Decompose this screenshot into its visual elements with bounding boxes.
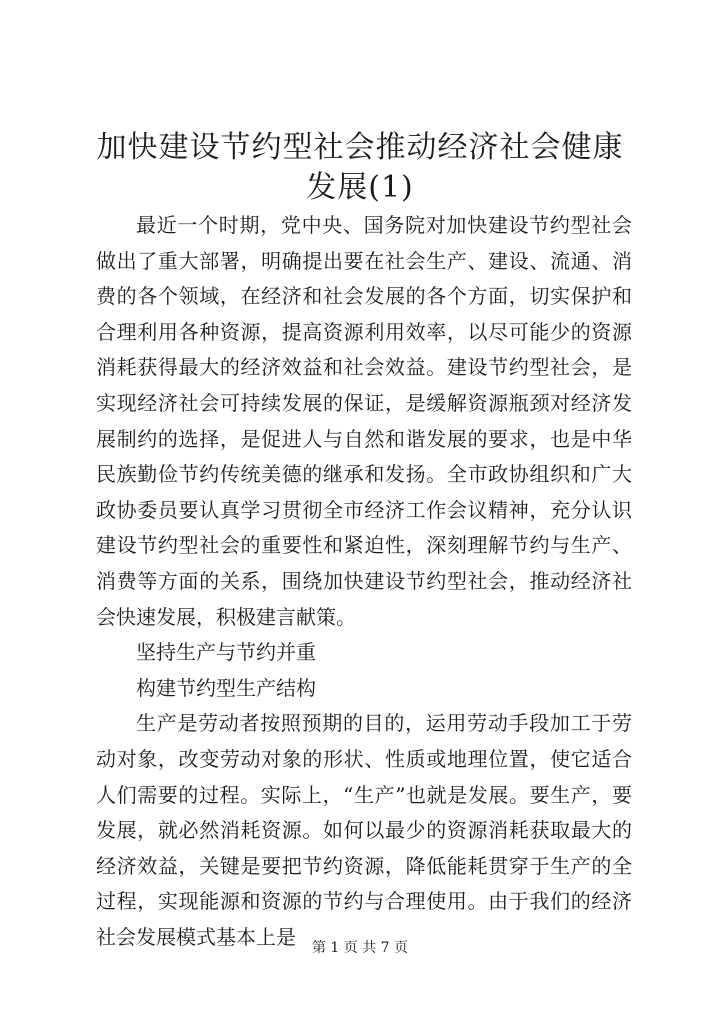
document-title: 加快建设节约型社会推动经济社会健康发展(1) bbox=[96, 130, 624, 205]
page-footer: 第 1 页 共 7 页 bbox=[311, 940, 409, 956]
section-heading-production: 坚持生产与节约并重 bbox=[136, 640, 316, 665]
paragraph-intro: 最近一个时期，党中央、国务院对加快建设节约型社会做出了重大部署，明确提出要在社会生产、建设、流通、消费的各个领域，在经济和社会发展的各个方面，切实保护和合理利用各种资源，提高资源利用效率，以尽可能少的资源消耗获得最大的经济效益和社会效益。建设节约型社会，是实现经济社会可持续发展的保证，是缓解资源瓶颈对经济发展制约的选择，是促进人与自然和谐发展的要求，也是中华民族勤俭节约传统美德的继承和发扬。全市政协组织和广大政协委员要认真学习贯彻全市经济工作会议精神，充分认识建设节约型社会的重要性和紧迫性，深刻理解节约与生产、消费等方面的关系，围绕加快建设节约型社会，推动经济社会快速发展，积极建言献策。 bbox=[96, 213, 632, 629]
section-subheading-structure: 构建节约型生产结构 bbox=[136, 675, 316, 700]
document-body bbox=[96, 208, 632, 955]
paragraph-production: 生产是劳动者按照预期的目的，运用劳动手段加工于劳动对象，改变劳动对象的形状、性质或地理位置，使它适合人们需要的过程。实际上，“生产”也就是发展。要生产，要发展，就必然消耗资源。如何以最少的资源消耗获取最大的经济效益，关键是要把节约资源，降低能耗贯穿于生产的全过程，实现能源和资源的节约与合理使用。由于我们的经济社会发展模式基本上是 bbox=[96, 711, 632, 949]
